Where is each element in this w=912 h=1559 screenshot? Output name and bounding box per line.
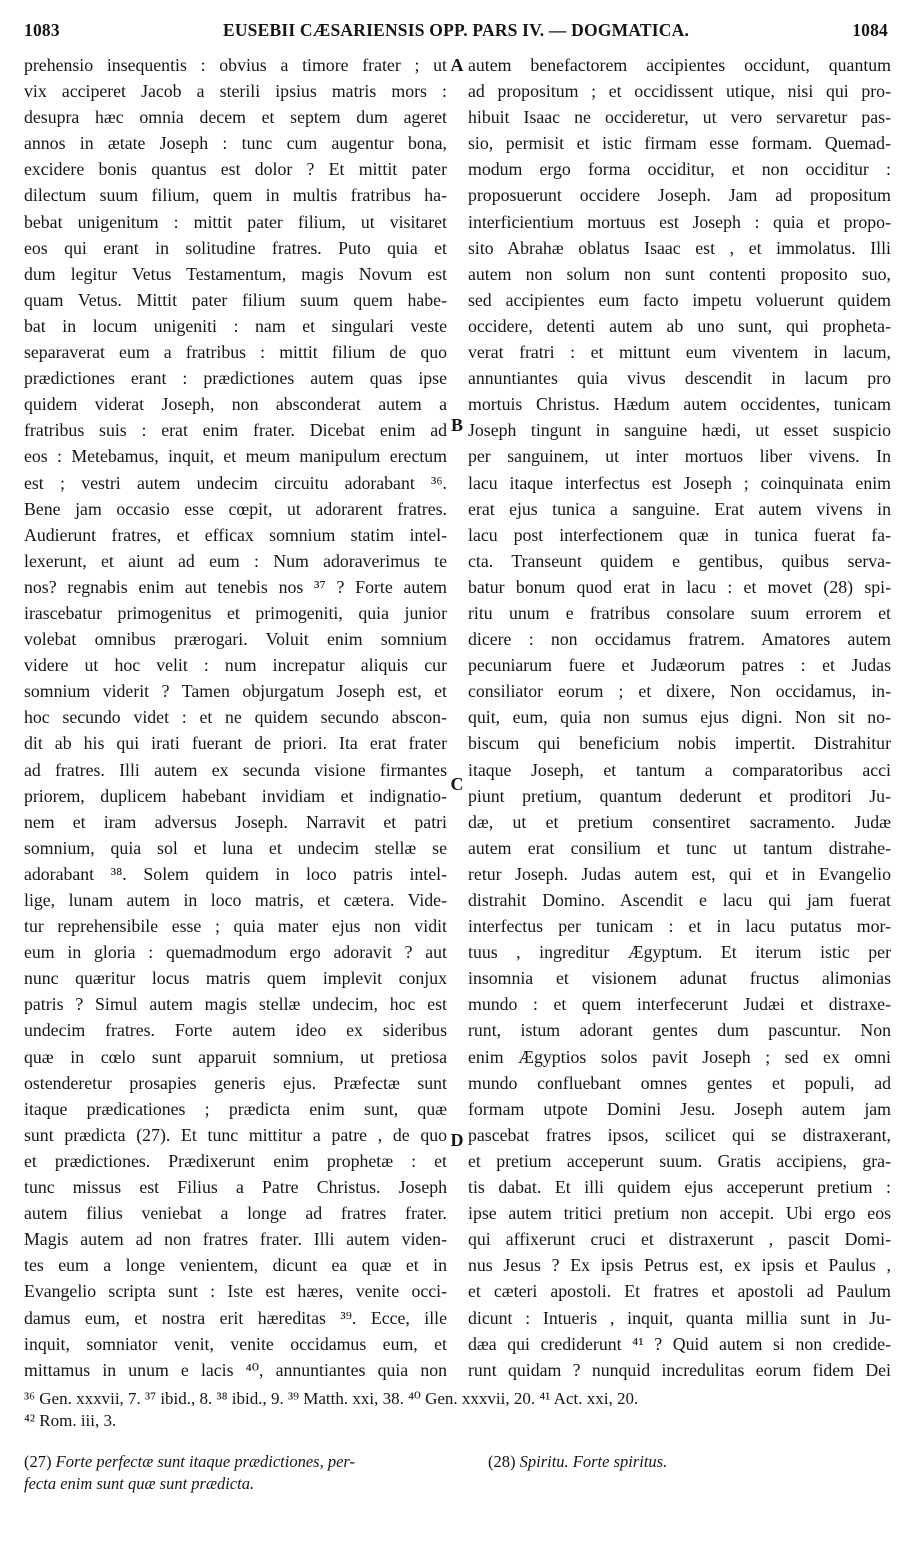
text-line: ad propositum ; et occidissent utique, nisi qui pro- bbox=[468, 81, 891, 102]
text-line: prehensio insequentis : obvius a timore frater ; ut bbox=[24, 55, 447, 75]
footnote-line: ³⁶ Gen. xxxvii, 7. ³⁷ ibid., 8. ³⁸ ibid., 9. ³⁹ Matth. xxi, 38. ⁴⁰ Gen. xxxvii, 20. ⁴¹ Act. xxi, 20. bbox=[24, 1389, 639, 1408]
text-line: autem filius veniebat a longe ad fratres frater. bbox=[24, 1203, 447, 1224]
text-line: pascebat fratres ipsos, scilicet qui se distraxerant, bbox=[468, 1124, 891, 1145]
text-line: Bene jam occasio esse cœpit, ut adorarent fratres. bbox=[24, 498, 447, 519]
text-line: undecim fratres. Forte autem ideo ex sideribus bbox=[24, 1020, 447, 1041]
note-number: (28) bbox=[488, 1452, 516, 1471]
text-line: sito Abrahæ oblatus Isaac est , et immolatus. Illi bbox=[468, 237, 891, 258]
text-line: distrahit Domino. Ascendit e lacu qui jam fuerat bbox=[468, 890, 891, 910]
text-line: dicunt : Intueris , inquit, quanta millia sunt in Ju- bbox=[468, 1307, 891, 1328]
text-line: sed accipientes eum facto impetu voluerunt quidem bbox=[468, 289, 891, 310]
text-line: prædictiones erant : prædictiones autem quas ipse bbox=[24, 368, 447, 389]
text-line: per sanguinem, ut inter mortuos liber vivens. In bbox=[468, 446, 891, 467]
text-line: erat ejus tunica a sanguine. Erat autem vivens in bbox=[468, 498, 891, 519]
text-line: et prædictiones. Prædixerunt enim prophetæ : et bbox=[24, 1150, 447, 1171]
text-line: ritu unum e fratribus consolare suum errorem et bbox=[468, 602, 891, 623]
text-line: biscum qui beneficium nobis impertit. Distrahitur bbox=[468, 733, 891, 754]
margin-marker-a: A bbox=[450, 55, 464, 75]
note-number: (27) bbox=[24, 1452, 52, 1471]
text-line: ipse autem tritici pretium non accepit. Ubi ergo eos bbox=[468, 1203, 891, 1224]
text-line: mundo confluebant omnes gentes et populi, ad bbox=[468, 1072, 891, 1093]
margin-marker-d: D bbox=[450, 1130, 464, 1150]
left-text-column bbox=[24, 52, 447, 1387]
text-line: Audierunt fratres, et efficax somnium statim intel- bbox=[24, 524, 447, 545]
text-line: annos in ætate Joseph : tunc cum augentur bona, bbox=[24, 133, 447, 154]
text-line: excidere bonis quantus est dolor ? Et mittit pater bbox=[24, 159, 447, 180]
text-line: desupra hæc omnia decem et septem dum ageret bbox=[24, 107, 447, 128]
text-line: quam Vetus. Mittit pater filium suum quem habe- bbox=[24, 289, 447, 310]
text-line: hibuit Isaac ne occideretur, ut vero servaretur pas- bbox=[468, 107, 891, 128]
note-text: Spiritu. Forte spiritus. bbox=[519, 1452, 668, 1471]
text-line: consiliator eorum ; et dixere, Non occidamus, in- bbox=[468, 681, 891, 702]
text-line: bat in locum unigeniti : nam et singulari veste bbox=[24, 315, 447, 336]
text-line: tes eum a longe venientem, dicunt ea quæ et in bbox=[24, 1255, 447, 1276]
text-line: tuus , ingreditur Ægyptum. Et iterum istic per bbox=[468, 942, 891, 963]
text-line: vix acciperet Jacob a sterili ipsius matris mors : bbox=[24, 81, 447, 102]
text-line: patris ? Simul autem magis stellæ undecim, hoc est bbox=[24, 994, 447, 1015]
text-line: priorem, duplicem habebant invidiam et indignatio- bbox=[24, 785, 447, 806]
text-line: adorabant ³⁸. Solem quidem in loco patris intel- bbox=[24, 863, 447, 884]
text-line: nos? regnabis enim aut tenebis nos ³⁷ ? Forte autem bbox=[24, 576, 447, 597]
text-line: dicere : non occidamus fratrem. Amatores autem bbox=[468, 629, 891, 650]
editor-note-27 bbox=[24, 1451, 454, 1495]
note-text: fecta enim sunt quæ sunt prædicta. bbox=[24, 1474, 255, 1493]
text-line: eos : Metebamus, inquit, et meum manipulum erectum bbox=[24, 446, 447, 467]
text-line: runt quidam ? nunquid incredulitas eorum fidem Dei bbox=[468, 1359, 891, 1380]
page-number-right: 1084 bbox=[852, 20, 888, 40]
text-line: sio, permisit et istic firmam esse formam. Quemad- bbox=[468, 133, 891, 154]
text-line: somnium viderit ? Tamen objurgatum Joseph est, et bbox=[24, 681, 447, 702]
text-line: modum ergo forma occiditur, et non occiditur : bbox=[468, 159, 891, 180]
text-line: autem erat consilium et tunc ut tantum distrahe- bbox=[468, 837, 891, 858]
text-line: dæ, ut et pretium consentiret sacramento. Judæ bbox=[468, 811, 891, 832]
text-line: quæ in cœlo sunt apparuit somnium, ut pretiosa bbox=[24, 1046, 447, 1067]
text-line: quit, eum, quia non sumus ejus digni. Non sit no- bbox=[468, 707, 891, 728]
text-line: mundo : et quem interfecerunt Judæi et distraxe- bbox=[468, 994, 891, 1015]
text-line: ostenderetur prosapies generis ejus. Præfectæ sunt bbox=[24, 1072, 447, 1093]
note-text: Forte perfectæ sunt itaque prædictiones, per- bbox=[55, 1452, 356, 1471]
text-line: qui affixerunt cruci et distraxerunt , pascit Domi- bbox=[468, 1229, 891, 1250]
text-line: inquit, somniator venit, venite occidamus eum, et bbox=[24, 1333, 447, 1354]
text-line: dæa qui crediderunt ⁴¹ ? Quid autem si non credide- bbox=[468, 1333, 891, 1354]
text-line bbox=[24, 1383, 447, 1387]
text-line: et cæteri apostoli. Et fratres et apostoli ad Paulum bbox=[468, 1281, 891, 1302]
text-line: mortuis Christus. Hædum autem occidentes, tunicam bbox=[468, 394, 891, 415]
text-line: retur Joseph. Judas autem est, qui et in Evangelio bbox=[468, 863, 891, 884]
text-line: hoc secundo videt : et ne quidem secundo abscon- bbox=[24, 707, 447, 728]
text-line: lige, lunam autem in loco matris, et cætera. Vide- bbox=[24, 890, 447, 910]
text-line: separaverat eum a fratribus : mittit filium de quo bbox=[24, 342, 447, 363]
text-line: ad fratres. Illi autem ex secunda visione firmantes bbox=[24, 759, 447, 780]
text-line: occidere, detenti autem ab uno sunt, qui propheta- bbox=[468, 315, 891, 336]
text-line: lexerunt, et aiunt ad eum : Num adoraverimus te bbox=[24, 550, 447, 571]
text-line: Magis autem ad non fratres frater. Illi autem viden- bbox=[24, 1229, 447, 1250]
text-line: dit ab his qui irati fuerant de priori. Ita erat frater bbox=[24, 733, 447, 754]
text-line: volebat omnibus prærogari. Voluit enim somnium bbox=[24, 629, 447, 650]
right-text-column bbox=[468, 52, 891, 1387]
margin-marker-b: B bbox=[450, 415, 463, 435]
text-line: enim Ægyptios solos pavit Joseph ; sed ex omni bbox=[468, 1046, 891, 1067]
text-line: autem benefactorem accipientes occidunt, quantum bbox=[468, 55, 891, 75]
footnote-line: ⁴² Rom. iii, 3. bbox=[24, 1411, 117, 1430]
text-line: est ; vestri autem undecim circuitu adorabant ³⁶. bbox=[24, 472, 447, 493]
text-line: nunc quæritur locus matris quem implevit conjux bbox=[24, 968, 447, 989]
text-line: dilectum suum filium, quem in multis fratribus ha- bbox=[24, 185, 447, 206]
text-line: nus Jesus ? Ex ipsis Petrus est, ex ipsis et Paulus , bbox=[468, 1255, 891, 1276]
page-number-left: 1083 bbox=[24, 20, 60, 40]
running-title: EUSEBII CÆSARIENSIS OPP. PARS IV. — DOGMATICA. bbox=[222, 20, 690, 40]
text-line: lacu itaque interfectus est Joseph ; coinquinata enim bbox=[468, 472, 891, 493]
editor-note-28 bbox=[488, 1451, 888, 1473]
text-line: Evangelio scripta sunt : Iste est hæres, venite occi- bbox=[24, 1281, 447, 1302]
text-line: autem non solum non sunt contenti proposito suo, bbox=[468, 263, 891, 284]
text-line: damus eum, et nostra erit hæreditas ³⁹. Ecce, ille bbox=[24, 1307, 447, 1328]
text-line: dum legitur Vetus Testamentum, magis Novum est bbox=[24, 263, 447, 284]
text-line: quidem viderat Joseph, non absconderat autem a bbox=[24, 394, 447, 415]
text-line: interfectus per tunicam : et in lacu putatus mor- bbox=[468, 916, 891, 937]
text-line: proposuerunt occidere Joseph. Jam ad propositum bbox=[468, 185, 891, 206]
text-line: itaque Joseph, et tantum a comparatoribus acci bbox=[468, 759, 891, 780]
text-line: et pretium acceperunt suum. Gratis accipiens, gra- bbox=[468, 1150, 891, 1171]
text-line: Joseph tingunt in sanguine hædi, ut esset suspicio bbox=[468, 420, 891, 441]
text-line: irascebatur primogenitus et primogeniti, quia junior bbox=[24, 602, 447, 623]
scripture-footnotes bbox=[24, 1388, 888, 1432]
text-line: tis dabat. Et illi quidem ejus acceperunt pretium : bbox=[468, 1177, 891, 1198]
text-line: itaque prædicationes ; prædicta enim sunt, quæ bbox=[24, 1098, 447, 1119]
text-line: interficientium mortuus est Joseph : quia et propo- bbox=[468, 211, 891, 232]
text-line: sunt prædicta (27). Et tunc mittitur a patre , de quo bbox=[24, 1124, 447, 1145]
text-line: bebat unigenitum : mittit pater filium, ut visitaret bbox=[24, 211, 447, 232]
text-line: eum in gloria : quemadmodum ergo adoravit ? aut bbox=[24, 942, 447, 963]
text-line: annuntiantes quia vivus descendit in lacum pro bbox=[468, 368, 891, 389]
text-line: tunc missus est Filius a Patre Christus. Joseph bbox=[24, 1177, 447, 1198]
text-line: fratribus suis : erat enim frater. Dicebat enim ad bbox=[24, 420, 447, 441]
page-header bbox=[24, 14, 888, 44]
text-line: videre ut hoc velit : num increpatur aliquis cur bbox=[24, 655, 447, 676]
text-line: nem et iram adversus Joseph. Narravit et patri bbox=[24, 811, 447, 832]
text-line bbox=[468, 1383, 891, 1387]
text-line: eos qui erant in solitudine fratres. Puto quia et bbox=[24, 237, 447, 258]
text-line: batur bonum quod erat in lacu : et movet (28) spi- bbox=[468, 576, 891, 597]
text-line: verat fratri : et mittunt eum viventem in lacum, bbox=[468, 342, 891, 363]
text-line: somnium, quia sol et luna et undecim stellæ se bbox=[24, 837, 447, 858]
text-line: tur reprehensibile esse ; quia mater ejus non vidit bbox=[24, 916, 447, 937]
text-line: pecuniarum fuere et Judæorum patres : et Judas bbox=[468, 655, 891, 676]
text-line: lacu post interfectionem quæ in tunica fuerat fa- bbox=[468, 524, 891, 545]
text-line: piunt pretium, quantum dederunt et proditori Ju- bbox=[468, 785, 891, 806]
text-line: cta. Transeunt quidem e gentibus, quibus serva- bbox=[468, 550, 891, 571]
text-line: insomnia et visionem adunat fructus alimonias bbox=[468, 968, 891, 989]
text-line: mittamus in unum e lacis ⁴⁰, annuntiantes quia non bbox=[24, 1359, 447, 1380]
text-line: formam utpote Domini Jesu. Joseph autem jam bbox=[468, 1098, 891, 1119]
text-line: runt, istum adorant gentes dum pascuntur. Non bbox=[468, 1020, 891, 1041]
margin-marker-c: C bbox=[450, 774, 464, 794]
